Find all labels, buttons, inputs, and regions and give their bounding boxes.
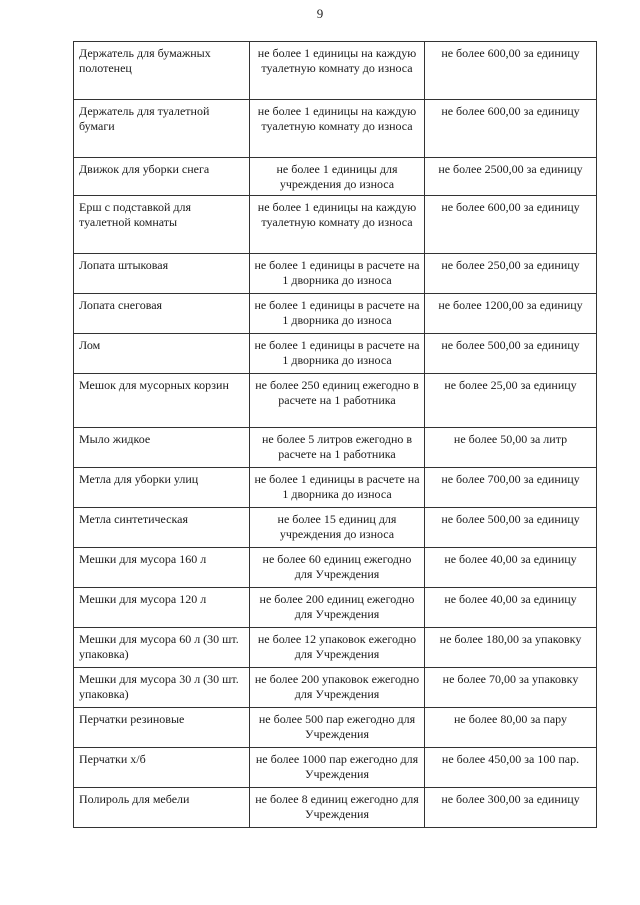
- norm-cell-text: не более 200 единиц ежегодно для Учреждения: [259, 592, 415, 621]
- item-name-cell-text: Метла для уборки улиц: [79, 472, 199, 486]
- price-cell: [425, 428, 597, 468]
- item-name-cell-text: Лопата снеговая: [79, 298, 163, 312]
- item-name-cell: [74, 468, 250, 508]
- table-row: [74, 158, 597, 196]
- norm-cell-text: не более 250 единиц ежегодно в расчете на 1 работника: [255, 378, 419, 407]
- price-cell: [425, 42, 597, 100]
- item-name-cell-text: Перчатки резиновые: [79, 712, 185, 726]
- price-cell: [425, 294, 597, 334]
- item-name-cell: [74, 374, 250, 428]
- table-row: [74, 508, 597, 548]
- norm-cell: [250, 748, 425, 788]
- norm-cell-text: не более 60 единиц ежегодно для Учреждения: [262, 552, 412, 581]
- norm-cell-text: не более 1 единицы в расчете на 1 дворника до износа: [254, 472, 420, 501]
- item-name-cell: [74, 548, 250, 588]
- price-cell: [425, 468, 597, 508]
- norm-cell-text: не более 5 литров ежегодно в расчете на 1 работника: [261, 432, 413, 461]
- table-row: [74, 628, 597, 668]
- norm-cell: [250, 628, 425, 668]
- price-cell-text: не более 1200,00 за единицу: [438, 298, 583, 312]
- table-row: [74, 708, 597, 748]
- price-cell-text: не более 600,00 за единицу: [441, 104, 580, 118]
- norm-cell: [250, 254, 425, 294]
- item-name-cell: [74, 196, 250, 254]
- price-cell: [425, 100, 597, 158]
- item-name-cell-text: Движок для уборки снега: [79, 162, 210, 176]
- norm-cell: [250, 468, 425, 508]
- norm-cell-text: не более 1 единицы в расчете на 1 дворника до износа: [254, 298, 420, 327]
- table-row: [74, 100, 597, 158]
- norm-cell-text: не более 1000 пар ежегодно для Учреждения: [255, 752, 419, 781]
- norms-table-body: [74, 42, 597, 828]
- table-row: [74, 294, 597, 334]
- item-name-cell-text: Мешки для мусора 60 л (30 шт. упаковка): [79, 632, 239, 661]
- norm-cell-text: не более 15 единиц для учреждения до износа: [277, 512, 397, 541]
- table-row: [74, 668, 597, 708]
- price-cell: [425, 374, 597, 428]
- item-name-cell-text: Перчатки х/б: [79, 752, 146, 766]
- norm-cell: [250, 294, 425, 334]
- norm-cell: [250, 196, 425, 254]
- price-cell-text: не более 300,00 за единицу: [441, 792, 580, 806]
- norm-cell-text: не более 1 единицы в расчете на 1 дворника до износа: [254, 338, 420, 367]
- norm-cell: [250, 668, 425, 708]
- price-cell: [425, 708, 597, 748]
- item-name-cell: [74, 254, 250, 294]
- price-cell: [425, 588, 597, 628]
- price-cell: [425, 628, 597, 668]
- item-name-cell-text: Метла синтетическая: [79, 512, 188, 526]
- price-cell: [425, 158, 597, 196]
- item-name-cell: [74, 588, 250, 628]
- price-cell-text: не более 50,00 за литр: [453, 432, 568, 446]
- price-cell-text: не более 180,00 за упаковку: [439, 632, 582, 646]
- price-cell-text: не более 500,00 за единицу: [441, 512, 580, 526]
- norm-cell: [250, 708, 425, 748]
- table-row: [74, 548, 597, 588]
- price-cell-text: не более 40,00 за единицу: [444, 592, 577, 606]
- price-cell-text: не более 700,00 за единицу: [441, 472, 580, 486]
- item-name-cell: [74, 708, 250, 748]
- price-cell-text: не более 40,00 за единицу: [444, 552, 577, 566]
- norm-cell: [250, 334, 425, 374]
- item-name-cell: [74, 158, 250, 196]
- norm-cell: [250, 42, 425, 100]
- price-cell: [425, 788, 597, 828]
- norm-cell: [250, 588, 425, 628]
- item-name-cell-text: Мешки для мусора 30 л (30 шт. упаковка): [79, 672, 239, 701]
- item-name-cell: [74, 42, 250, 100]
- item-name-cell: [74, 508, 250, 548]
- norm-cell: [250, 788, 425, 828]
- norm-cell: [250, 548, 425, 588]
- norm-cell: [250, 508, 425, 548]
- item-name-cell-text: Лопата штыковая: [79, 258, 169, 272]
- price-cell-text: не более 600,00 за единицу: [441, 200, 580, 214]
- table-row: [74, 374, 597, 428]
- item-name-cell-text: Мыло жидкое: [79, 432, 151, 446]
- norm-cell: [250, 428, 425, 468]
- norm-cell-text: не более 1 единицы на каждую туалетную комнату до износа: [257, 104, 417, 133]
- norm-cell: [250, 374, 425, 428]
- table-row: [74, 196, 597, 254]
- item-name-cell-text: Ерш с подставкой для туалетной комнаты: [79, 200, 192, 229]
- norm-cell-text: не более 500 пар ежегодно для Учреждения: [258, 712, 416, 741]
- table-row: [74, 748, 597, 788]
- price-cell-text: не более 500,00 за единицу: [441, 338, 580, 352]
- price-cell-text: не более 80,00 за пару: [454, 712, 567, 726]
- item-name-cell-text: Мешки для мусора 160 л: [79, 552, 207, 566]
- item-name-cell-text: Лом: [79, 338, 101, 352]
- price-cell: [425, 254, 597, 294]
- item-name-cell: [74, 668, 250, 708]
- price-cell-text: не более 250,00 за единицу: [441, 258, 580, 272]
- table-row: [74, 334, 597, 374]
- price-cell: [425, 668, 597, 708]
- price-cell-text: не более 2500,00 за единицу: [438, 162, 583, 176]
- price-cell: [425, 508, 597, 548]
- item-name-cell-text: Полироль для мебели: [79, 792, 190, 806]
- item-name-cell: [74, 100, 250, 158]
- table-row: [74, 254, 597, 294]
- item-name-cell: [74, 628, 250, 668]
- norm-cell-text: не более 200 упаковок ежегодно для Учреждения: [254, 672, 420, 701]
- price-cell-text: не более 25,00 за единицу: [444, 378, 577, 392]
- page-number: 9: [316, 6, 324, 21]
- price-cell-text: не более 450,00 за 100 пар.: [441, 752, 580, 766]
- norm-cell: [250, 158, 425, 196]
- item-name-cell-text: Держатель для бумажных полотенец: [79, 46, 211, 75]
- item-name-cell: [74, 788, 250, 828]
- item-name-cell-text: Мешок для мусорных корзин: [79, 378, 229, 392]
- table-row: [74, 468, 597, 508]
- item-name-cell: [74, 428, 250, 468]
- table-row: [74, 788, 597, 828]
- norms-table: [73, 41, 597, 828]
- item-name-cell: [74, 334, 250, 374]
- norm-cell-text: не более 8 единиц ежегодно для Учреждения: [255, 792, 419, 821]
- price-cell-text: не более 600,00 за единицу: [441, 46, 580, 60]
- price-cell: [425, 748, 597, 788]
- table-row: [74, 428, 597, 468]
- item-name-cell-text: Мешки для мусора 120 л: [79, 592, 207, 606]
- price-cell: [425, 548, 597, 588]
- item-name-cell: [74, 294, 250, 334]
- norm-cell-text: не более 12 упаковок ежегодно для Учреждения: [257, 632, 417, 661]
- norm-cell-text: не более 1 единицы для учреждения до износа: [276, 162, 398, 191]
- table-row: [74, 588, 597, 628]
- price-cell: [425, 196, 597, 254]
- norm-cell-text: не более 1 единицы в расчете на 1 дворника до износа: [254, 258, 420, 287]
- item-name-cell-text: Держатель для туалетной бумаги: [79, 104, 210, 133]
- item-name-cell: [74, 748, 250, 788]
- price-cell: [425, 334, 597, 374]
- norm-cell: [250, 100, 425, 158]
- table-row: [74, 42, 597, 100]
- price-cell-text: не более 70,00 за упаковку: [442, 672, 579, 686]
- norm-cell-text: не более 1 единицы на каждую туалетную комнату до износа: [257, 46, 417, 75]
- norm-cell-text: не более 1 единицы на каждую туалетную комнату до износа: [257, 200, 417, 229]
